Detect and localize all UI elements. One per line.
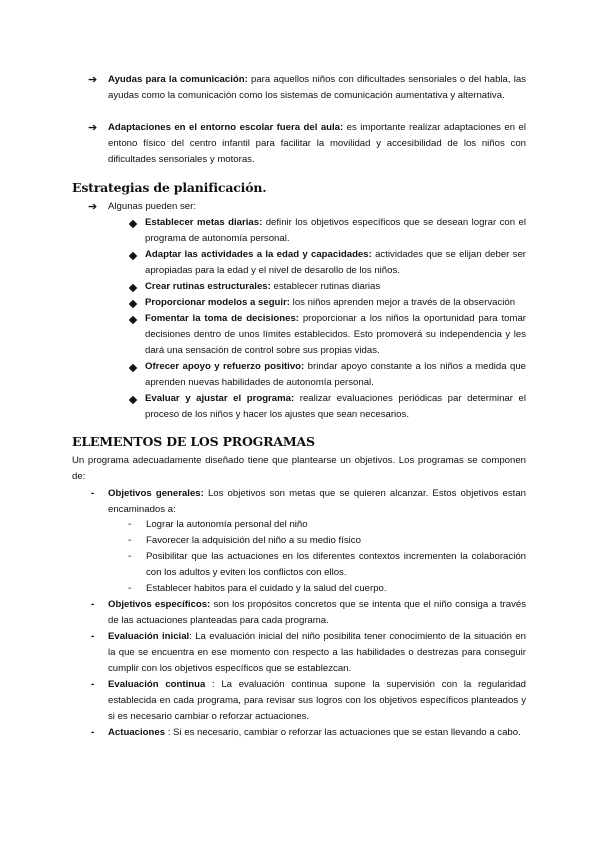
dash-bullet: - [128, 535, 132, 546]
estrategia-item [145, 311, 526, 359]
dash-bullet: - [128, 519, 132, 530]
estrategia-item [145, 215, 526, 247]
generales-paragraph [108, 486, 526, 518]
adaptaciones-text: es importante realizar adaptaciones en el entono físico del centro infantil para facilitar la movilidad y accesibilidad de los niños con dificultades sensoriales y motoras. [108, 122, 526, 165]
actuaciones-label: Actuaciones [108, 727, 166, 738]
dash-bullet: - [91, 488, 95, 499]
diamond-bullet-icon [129, 396, 137, 404]
generales-subitem: Establecer habitos para el cuidado y la salud del cuerpo. [146, 583, 387, 594]
generales-text: Los objetivos son metas que se quieren alcanzar. Estos objetivos estan encaminados a: [108, 488, 526, 515]
diamond-bullet-icon [129, 220, 137, 228]
comunicacion-label: Ayudas para la comunicación: [108, 74, 248, 85]
dash-bullet: - [91, 679, 95, 690]
estrategia-item [145, 359, 526, 391]
adaptaciones-paragraph [108, 120, 526, 168]
generales-label: Objetivos generales: [108, 488, 204, 499]
elementos-heading: ELEMENTOS DE LOS PROGRAMAS [72, 434, 315, 449]
actuaciones-text: : Si es necesario, cambiar o reforzar las actuaciones que se estan llevando a cabo. [165, 727, 521, 738]
estrategia-text: establecer rutinas diarias [270, 281, 381, 292]
generales-subitem: Favorecer la adquisición del niño a su medio físico [146, 535, 361, 546]
estrategia-item [145, 295, 535, 311]
generales-subitem: Posibilitar que las actuaciones en los diferentes contextos incrementen la colaboración con los adultos y eviten los conflictos con ellos. [146, 551, 526, 578]
arrow-bullet-icon: ➔ [88, 201, 98, 213]
inicial-text: : La evaluación inicial del niño posibilita tener conocimiento de la situación en la que se encuentra en ese momento con respecto a las habilidades o destrezas para conseguir cumplir con los objetivos específicos que se establezcan. [108, 631, 526, 674]
dash-bullet: - [128, 551, 132, 562]
estrategia-label: Proporcionar modelos a seguir: [145, 297, 291, 308]
especificos-text: son los propósitos concretos que se intenta que el niño consiga a través de las actuaciones planteadas para cada programa. [108, 599, 526, 626]
estrategia-label: Crear rutinas estructurales: [145, 281, 271, 292]
comunicacion-paragraph [108, 72, 526, 104]
estrategias-heading: Estrategias de planificación. [72, 180, 267, 195]
estrategia-item [145, 247, 526, 279]
estrategia-text: realizar evaluaciones periódicas par determinar el proceso de los niños y hacer los ajustes que sean necesarios. [145, 393, 526, 420]
estrategia-label: Evaluar y ajustar el programa: [145, 393, 295, 404]
estrategia-label: Fomentar la toma de decisiones: [145, 313, 299, 324]
continua-label: Evaluación continua [108, 679, 206, 690]
estrategia-text: los niños aprenden mejor a través de la observación [290, 297, 516, 308]
actuaciones-paragraph [108, 725, 526, 741]
arrow-bullet-icon: ➔ [88, 122, 98, 134]
elementos-intro: Un programa adecuadamente diseñado tiene que plantearse un objetivos. Los programas se componen de: [72, 455, 526, 482]
inicial-paragraph [108, 629, 526, 677]
adaptaciones-label: Adaptaciones en el entorno escolar fuera del aula: [108, 122, 344, 133]
estrategia-item [145, 279, 526, 295]
inicial-label: Evaluación inicial [108, 631, 190, 642]
arrow-bullet-icon: ➔ [88, 74, 98, 86]
estrategia-label: Ofrecer apoyo y refuerzo positivo: [145, 361, 305, 372]
comunicacion-text: para aquellos niños con dificultades sensoriales o del habla, las ayudas como la comunicación como los sistemas de comunicación aumentativa y alternativa. [108, 74, 527, 101]
diamond-bullet-icon [129, 300, 137, 308]
continua-text: : La evaluación continua supone la supervisión con la regularidad establecida en cada programa, para revisar sus logros con los objetivos específicos planteados y si es necesario cambiar o reforzar actuaciones. [108, 679, 526, 722]
dash-bullet: - [91, 599, 95, 610]
estrategia-label: Adaptar las actividades a la edad y capacidades: [145, 249, 372, 260]
estrategia-text: brindar apoyo constante a los niños a medida que aprenden nuevas habilidades de autonomía personal. [145, 361, 527, 388]
diamond-bullet-icon [129, 316, 137, 324]
dash-bullet: - [91, 631, 95, 642]
estrategia-text: definir los objetivos específicos que se desean lograr con el programa de autonomía personal. [145, 217, 526, 244]
estrategia-label: Establecer metas diarias: [145, 217, 263, 228]
especificos-paragraph [108, 597, 526, 629]
continua-paragraph [108, 677, 526, 725]
estrategia-item [145, 391, 526, 423]
generales-subitem: Lograr la autonomía personal del niño [146, 519, 308, 530]
estrategias-intro: Algunas pueden ser: [108, 201, 197, 212]
diamond-bullet-icon [129, 252, 137, 260]
diamond-bullet-icon [129, 364, 137, 372]
especificos-label: Objetivos específicos: [108, 599, 211, 610]
dash-bullet: - [128, 583, 132, 594]
dash-bullet: - [91, 727, 95, 738]
diamond-bullet-icon [129, 284, 137, 292]
estrategia-text: proporcionar a los niños la oportunidad para tomar decisiones dentro de unos límites establecidos. Esto promoverá su independencia y les dará una sensación de control sobre sus propias vidas. [145, 313, 526, 356]
estrategia-text: actividades que se elijan deber ser apropiadas para la edad y el nivel de desarollo de los niños. [145, 249, 526, 276]
